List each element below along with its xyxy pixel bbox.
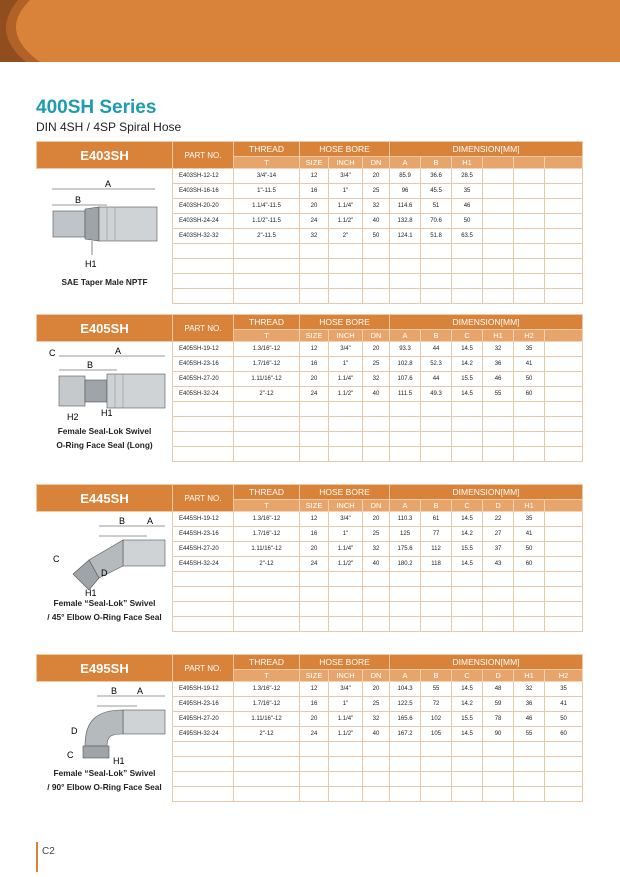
cell-size: 20 [300, 199, 329, 214]
col-dn: DN [363, 330, 390, 342]
cell-c: 14.5 [452, 557, 483, 572]
cell-thread: 1"-11.5 [234, 184, 300, 199]
cell-b: 102 [421, 712, 452, 727]
col-b: B [421, 330, 452, 342]
cell-d: 27 [483, 527, 514, 542]
caption-line: SAE Taper Male NPTF [61, 277, 148, 287]
col-dn: DN [363, 670, 390, 682]
model-name: E495SH [37, 655, 173, 682]
cell-thread: 1.3/16"-12 [234, 682, 300, 697]
cell-h1: 50 [452, 214, 483, 229]
thread-header: THREAD [234, 315, 300, 330]
cell-size: 20 [300, 712, 329, 727]
dim-label-c: C [66, 750, 73, 760]
part-number: E405SH-27-20 [173, 372, 234, 387]
fitting-caption [37, 766, 173, 794]
cell-thread: 2"-12 [234, 557, 300, 572]
cell-inch: 1.1/2" [329, 557, 363, 572]
cell-inch: 1.1/4" [329, 712, 363, 727]
dim-label-h1: H1 [84, 588, 97, 596]
cell-size: 12 [300, 512, 329, 527]
fitting-caption [37, 275, 173, 289]
model-name: E403SH [37, 142, 173, 169]
fitting-e495sh-drawing [37, 684, 173, 766]
col-h2: H2 [514, 330, 545, 342]
part-no-header: PART NO. [173, 142, 234, 169]
cell-inch: 1" [329, 357, 363, 372]
cell-d: 43 [483, 557, 514, 572]
fitting-drawing-cell [37, 512, 173, 632]
cell-h2: 35 [545, 682, 583, 697]
cell-b: 112 [421, 542, 452, 557]
col-inch: INCH [329, 670, 363, 682]
cell-h1: 60 [514, 557, 545, 572]
cell-a: 104.3 [390, 682, 421, 697]
cell-b: 77 [421, 527, 452, 542]
fitting-caption [37, 424, 173, 452]
cell-a: 114.6 [390, 199, 421, 214]
col-t: T [234, 157, 300, 169]
cell-c: 14.2 [452, 697, 483, 712]
cell-inch: 3/4" [329, 512, 363, 527]
cell-a: 167.2 [390, 727, 421, 742]
col-t: T [234, 330, 300, 342]
cell-c: 14.5 [452, 387, 483, 402]
cell-inch: 1" [329, 697, 363, 712]
cell-thread: 1.7/16"-12 [234, 527, 300, 542]
col-b: B [421, 157, 452, 169]
part-number: E405SH-19-12 [173, 342, 234, 357]
cell-a: 124.1 [390, 229, 421, 244]
col-size: SIZE [300, 500, 329, 512]
col-h1: H1 [514, 670, 545, 682]
cell-inch: 3/4" [329, 342, 363, 357]
cell-h1: 28.5 [452, 169, 483, 184]
col-size: SIZE [300, 330, 329, 342]
cell-dn: 40 [363, 387, 390, 402]
cell-c: 14.5 [452, 727, 483, 742]
cell-thread: 1.11/16"-12 [234, 372, 300, 387]
cell-h1: 63.5 [452, 229, 483, 244]
cell-b: 118 [421, 557, 452, 572]
cell-thread: 1.11/16"-12 [234, 712, 300, 727]
cell-b: 51 [421, 199, 452, 214]
cell-h1: 46 [452, 199, 483, 214]
cell-c: 14.5 [452, 342, 483, 357]
cell-c: 14.2 [452, 527, 483, 542]
thread-header: THREAD [234, 142, 300, 157]
col-h1: H1 [452, 157, 483, 169]
dim-label-b: B [118, 516, 125, 526]
cell-inch: 2" [329, 229, 363, 244]
part-number: E405SH-32-24 [173, 387, 234, 402]
cell-d: 59 [483, 697, 514, 712]
hose-bore-header: HOSE BORE [300, 142, 390, 157]
col-t: T [234, 500, 300, 512]
cell-h2: 50 [514, 372, 545, 387]
cell-b: 51.8 [421, 229, 452, 244]
cell-h1: 50 [514, 542, 545, 557]
cell-dn: 20 [363, 682, 390, 697]
cell-b: 44 [421, 372, 452, 387]
cell-b: 44 [421, 342, 452, 357]
cell-a: 107.6 [390, 372, 421, 387]
dim-label-b: B [86, 360, 93, 370]
cell-inch: 3/4" [329, 682, 363, 697]
part-number: E403SH-24-24 [173, 214, 234, 229]
cell-d: 48 [483, 682, 514, 697]
model-name: E405SH [37, 315, 173, 342]
header-banner [0, 0, 620, 62]
cell-size: 24 [300, 727, 329, 742]
section-e445sh [36, 484, 582, 632]
cell-a: 93.3 [390, 342, 421, 357]
part-number: E445SH-27-20 [173, 542, 234, 557]
model-name: E445SH [37, 485, 173, 512]
cell-h1: 46 [483, 372, 514, 387]
cell-a: 122.5 [390, 697, 421, 712]
fitting-e405sh-drawing [37, 344, 173, 424]
cell-b: 55 [421, 682, 452, 697]
dim-label-b: B [74, 195, 81, 205]
part-number: E495SH-19-12 [173, 682, 234, 697]
cell-a: 110.3 [390, 512, 421, 527]
dim-label-h1: H1 [84, 259, 97, 269]
part-number: E495SH-23-16 [173, 697, 234, 712]
cell-c: 15.5 [452, 542, 483, 557]
cell-dn: 40 [363, 557, 390, 572]
cell-dn: 50 [363, 229, 390, 244]
cell-size: 24 [300, 214, 329, 229]
dim-label-a: A [136, 686, 143, 696]
cell-b: 105 [421, 727, 452, 742]
spec-table [36, 141, 583, 304]
cell-c: 14.5 [452, 682, 483, 697]
cell-dn: 25 [363, 527, 390, 542]
cell-h1: 55 [514, 727, 545, 742]
col-a: A [390, 500, 421, 512]
thread-header: THREAD [234, 655, 300, 670]
col-dn: DN [363, 157, 390, 169]
cell-dn: 40 [363, 727, 390, 742]
spec-table [36, 484, 583, 632]
cell-size: 16 [300, 697, 329, 712]
cell-a: 102.8 [390, 357, 421, 372]
caption-line: / 90° Elbow O-Ring Face Seal [47, 782, 162, 792]
dim-label-h2: H2 [66, 412, 79, 422]
dim-label-c: C [48, 348, 55, 358]
fitting-e445sh-drawing [37, 514, 173, 596]
cell-h2: 35 [514, 342, 545, 357]
cell-size: 20 [300, 372, 329, 387]
cell-d: 90 [483, 727, 514, 742]
table-row [37, 169, 583, 184]
cell-b: 36.6 [421, 169, 452, 184]
hose-bore-header: HOSE BORE [300, 655, 390, 670]
cell-c: 15.5 [452, 712, 483, 727]
cell-c: 15.5 [452, 372, 483, 387]
col-inch: INCH [329, 500, 363, 512]
cell-b: 49.3 [421, 387, 452, 402]
fitting-drawing-cell [37, 342, 173, 462]
dimension-header: DIMENSION[MM] [390, 315, 583, 330]
col-size: SIZE [300, 670, 329, 682]
cell-inch: 1.1/2" [329, 727, 363, 742]
dim-label-h1: H1 [112, 756, 125, 766]
cell-thread: 1.7/16"-12 [234, 357, 300, 372]
part-number: E403SH-12-12 [173, 169, 234, 184]
col-h1: H1 [514, 500, 545, 512]
cell-thread: 2"-11.5 [234, 229, 300, 244]
col-a: A [390, 157, 421, 169]
series-subtitle: DIN 4SH / 4SP Spiral Hose [36, 120, 182, 134]
fitting-e403sh-drawing [37, 171, 173, 271]
cell-dn: 32 [363, 199, 390, 214]
part-number: E403SH-32-32 [173, 229, 234, 244]
dim-label-h1: H1 [100, 408, 113, 418]
col-inch: INCH [329, 330, 363, 342]
cell-h2: 60 [545, 727, 583, 742]
part-number: E403SH-20-20 [173, 199, 234, 214]
cell-dn: 20 [363, 342, 390, 357]
cell-size: 20 [300, 542, 329, 557]
page-number-bar [36, 842, 38, 872]
cell-dn: 25 [363, 697, 390, 712]
dim-label-b: B [110, 686, 117, 696]
cell-b: 52.3 [421, 357, 452, 372]
part-number: E445SH-32-24 [173, 557, 234, 572]
cell-a: 125 [390, 527, 421, 542]
cell-dn: 25 [363, 357, 390, 372]
part-number: E495SH-32-24 [173, 727, 234, 742]
cell-thread: 1.3/16"-12 [234, 512, 300, 527]
cell-inch: 1.1/4" [329, 542, 363, 557]
col-size: SIZE [300, 157, 329, 169]
col-h1: H1 [483, 330, 514, 342]
cell-size: 16 [300, 357, 329, 372]
cell-h1: 32 [483, 342, 514, 357]
cell-h1: 36 [514, 697, 545, 712]
cell-inch: 1" [329, 184, 363, 199]
table-row [37, 682, 583, 697]
cell-dn: 32 [363, 542, 390, 557]
cell-a: 132.8 [390, 214, 421, 229]
caption-line: O-Ring Face Seal (Long) [56, 440, 153, 450]
cell-b: 45.5 [421, 184, 452, 199]
cell-b: 72 [421, 697, 452, 712]
col-inch: INCH [329, 157, 363, 169]
section-e405sh [36, 314, 582, 462]
col-a: A [390, 330, 421, 342]
cell-size: 32 [300, 229, 329, 244]
cell-size: 12 [300, 342, 329, 357]
cell-size: 24 [300, 557, 329, 572]
part-number: E403SH-16-16 [173, 184, 234, 199]
part-no-header: PART NO. [173, 485, 234, 512]
cell-b: 70.6 [421, 214, 452, 229]
hose-bore-header: HOSE BORE [300, 315, 390, 330]
cell-h2: 60 [514, 387, 545, 402]
col-b: B [421, 500, 452, 512]
part-number: E495SH-27-20 [173, 712, 234, 727]
cell-inch: 3/4" [329, 169, 363, 184]
cell-thread: 1.11/16"-12 [234, 542, 300, 557]
cell-dn: 20 [363, 512, 390, 527]
table-row [37, 512, 583, 527]
cell-size: 24 [300, 387, 329, 402]
col-c: C [452, 500, 483, 512]
part-number: E445SH-23-16 [173, 527, 234, 542]
col-t: T [234, 670, 300, 682]
cell-dn: 32 [363, 712, 390, 727]
part-number: E445SH-19-12 [173, 512, 234, 527]
series-title: 400SH Series [36, 97, 157, 118]
cell-h1: 35 [514, 512, 545, 527]
col-d: D [483, 670, 514, 682]
cell-thread: 1.1/2"-11.5 [234, 214, 300, 229]
dim-label-d: D [100, 568, 107, 578]
dim-label-a: A [104, 179, 111, 189]
cell-inch: 1.1/2" [329, 214, 363, 229]
cell-thread: 2"-12 [234, 727, 300, 742]
hose-bore-header: HOSE BORE [300, 485, 390, 500]
cell-inch: 1.1/4" [329, 199, 363, 214]
fitting-caption [37, 596, 173, 624]
cell-thread: 1.1/4"-11.5 [234, 199, 300, 214]
cell-h1: 46 [514, 712, 545, 727]
fitting-drawing-cell [37, 169, 173, 304]
cell-h2: 41 [545, 697, 583, 712]
caption-line: Female Seal-Lok Swivel [57, 426, 152, 436]
col-c: C [452, 330, 483, 342]
cell-a: 111.5 [390, 387, 421, 402]
dim-label-a: A [146, 516, 153, 526]
part-no-header: PART NO. [173, 315, 234, 342]
cell-a: 85.9 [390, 169, 421, 184]
col-h2: H2 [545, 670, 583, 682]
cell-h2: 41 [514, 357, 545, 372]
col-d: D [483, 500, 514, 512]
dim-label-a: A [114, 346, 121, 356]
page-number: C2 [42, 846, 55, 857]
section-e403sh [36, 141, 582, 304]
cell-a: 175.6 [390, 542, 421, 557]
caption-line: / 45° Elbow O-Ring Face Seal [47, 612, 162, 622]
cell-thread: 3/4"-14 [234, 169, 300, 184]
cell-c: 14.5 [452, 512, 483, 527]
caption-line: Female “Seal-Lok” Swivel [53, 768, 156, 778]
cell-inch: 1.1/2" [329, 387, 363, 402]
cell-d: 22 [483, 512, 514, 527]
dimension-header: DIMENSION[MM] [390, 485, 583, 500]
cell-dn: 32 [363, 372, 390, 387]
cell-b: 61 [421, 512, 452, 527]
caption-line: Female “Seal-Lok” Swivel [53, 598, 156, 608]
table-row [37, 342, 583, 357]
cell-c: 14.2 [452, 357, 483, 372]
dim-label-c: C [52, 554, 59, 564]
cell-thread: 2"-12 [234, 387, 300, 402]
cell-d: 37 [483, 542, 514, 557]
part-number: E405SH-23-16 [173, 357, 234, 372]
fitting-drawing-cell [37, 682, 173, 802]
cell-size: 16 [300, 527, 329, 542]
part-no-header: PART NO. [173, 655, 234, 682]
cell-thread: 1.7/16"-12 [234, 697, 300, 712]
spec-table [36, 654, 583, 802]
col-dn: DN [363, 500, 390, 512]
cell-thread: 1.3/16"-12 [234, 342, 300, 357]
cell-h2: 50 [545, 712, 583, 727]
dimension-header: DIMENSION[MM] [390, 655, 583, 670]
cell-inch: 1" [329, 527, 363, 542]
cell-h1: 32 [514, 682, 545, 697]
cell-size: 12 [300, 169, 329, 184]
thread-header: THREAD [234, 485, 300, 500]
dimension-header: DIMENSION[MM] [390, 142, 583, 157]
col-a: A [390, 670, 421, 682]
col-c: C [452, 670, 483, 682]
cell-h1: 55 [483, 387, 514, 402]
cell-size: 16 [300, 184, 329, 199]
cell-d: 78 [483, 712, 514, 727]
cell-inch: 1.1/4" [329, 372, 363, 387]
cell-h1: 35 [452, 184, 483, 199]
cell-dn: 20 [363, 169, 390, 184]
header-swoosh [0, 0, 620, 62]
cell-h1: 41 [514, 527, 545, 542]
col-b: B [421, 670, 452, 682]
cell-a: 180.2 [390, 557, 421, 572]
cell-dn: 25 [363, 184, 390, 199]
cell-h1: 36 [483, 357, 514, 372]
cell-a: 165.6 [390, 712, 421, 727]
spec-table [36, 314, 583, 462]
cell-size: 12 [300, 682, 329, 697]
dim-label-d: D [70, 726, 77, 736]
cell-a: 96 [390, 184, 421, 199]
section-e495sh [36, 654, 582, 802]
cell-dn: 40 [363, 214, 390, 229]
